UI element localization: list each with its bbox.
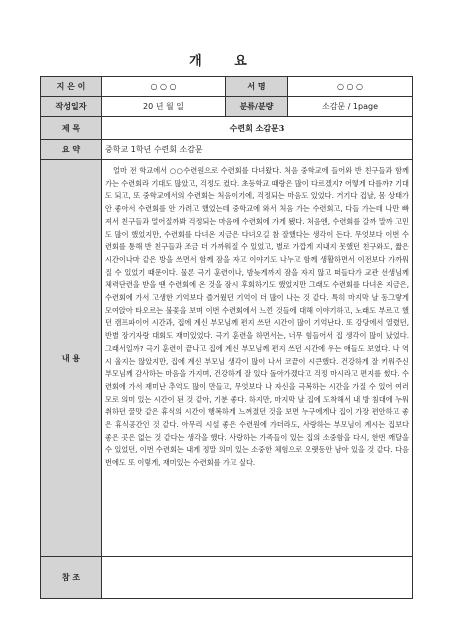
subject-row bbox=[41, 117, 413, 140]
author-label: 지 은 이 bbox=[41, 77, 102, 97]
title-name-label: 서 명 bbox=[226, 77, 288, 97]
date-label: 작성일자 bbox=[41, 97, 102, 117]
author-value: ○ ○ ○ bbox=[102, 77, 226, 97]
category-value: 소감문 / 1page bbox=[288, 97, 413, 117]
summary-row bbox=[41, 140, 413, 160]
summary-form-table bbox=[40, 76, 413, 599]
date-row bbox=[41, 97, 413, 117]
content-row bbox=[41, 160, 413, 557]
subject-value: 수련회 소감문3 bbox=[102, 117, 413, 140]
subject-label: 제 목 bbox=[41, 117, 102, 140]
reference-value bbox=[102, 557, 413, 599]
content-cell bbox=[102, 160, 413, 557]
reference-row bbox=[41, 557, 413, 599]
summary-value: 중학교 1학년 수련회 소감문 bbox=[102, 140, 413, 160]
date-value: 20 년 월 일 bbox=[102, 97, 226, 117]
content-text: 얼마 전 학교에서 ○○수련원으로 수련회를 다녀왔다. 처음 중학교에 들어와 반 친구들과 함께 가는 수련회라 기대도 많았고, 걱정도 컸다. 초등학교 때랑은 많이 다르겠지? 어떻게 다를까? 기대도 되고, 또 중학교에서의 수련회는 처음이기에, 걱정되는 마음도 있었다. 거기다 겁날, 몸 상태가 안 좋아서 수련회를 안 가려고 했었는데 중학교에 와서 처음 가는 수련회고, 다들 가는데 나만 빠져서 친구들과 멀어질까봐 걱정되는 마음에 수련회에 가게 됐다. 처음엔, 수련회를 갈까 말까 고민도 많이 했었지만, 수련회를 다녀온 지금은 다녀오길 참 잘했다는 생각이 든다. 무엇보다 이번 수련회를 통해 반 친구들과 조금 더 가까워질 수 있었고, 별로 가깝게 지내지 못했던 친구와도, 짧은 시간이나마 같은 방을 쓰면서 함께 잠을 자고 이야기도 나누고 함께 생활하면서 이전보다 가까워질 수 있었기 때문이다. 물론 극기 훈련이나, 밤늦게까지 잠을 자지 않고 떠들다가 교관 선생님께 체력단련을 받을 땐 수련회에 온 것을 잠시 후회하기도 했었지만 그래도 수련회를 다녀온 지금은, 수련회에 가서 고생한 기억보다 즐거웠던 기억이 더 많이 나는 것 같다. 특히 마지막 날 동그랗게 모여앉아 타오르는 불꽃을 보며 이번 수련회에서 느낀 것들에 대해 이야기하고, 노래도 부르고 했던 캠프파이어 시간과, 집에 계신 부모님께 편지 쓰던 시간이 많이 기억난다. 또 강당에서 열렸던, 반별 장기자랑 대회도 재미있었다. 극기 훈련을 하면서는, 너무 힘들어서 집 생각이 많이 났었다. 그래서일까? 극기 훈련이 끝나고 집에 계신 부모님께 편지 쓰던 시간에 우는 애들도 보였다. 나 역시 울지는 않았지만, 집에 계신 부모님 생각이 많이 나서 코끝이 시큰했다. 건강하게 잘 키워주신 부모님께 감사하는 마음을 가지며, 건강하게 잘 있다 돌아가겠다고 걱정 마시라고 편지를 썼다. 수련회에 가서 재미난 추억도 많이 만들고, 무엇보다 나 자신을 극복하는 시간을 가질 수 있어 여러모로 의미 있는 시간이 된 것 같아, 기분 좋다. 하지만, 마지막 날 집에 도착해서 내 방 침대에 누워 취하던 꿀맛 같은 휴식의 시간이 행복하게 느껴졌던 것을 보면 누구에게나 집이 가장 편안하고 좋은 휴식공간인 것 같다. 아무리 시설 좋은 수련원에 가더라도, 사랑하는 부모님이 계시는 집보다 좋은 곳은 없는 것 같다는 생각을 했다. 사랑하는 가족들이 있는 집의 소중함을 다시, 한번 깨달을 수 있었던, 이번 수련회는 내게 정말 의미 있는 소중한 체험으로 오랫동안 남아 있을 것 같다. 다음 번에도 또 이렇게, 재미있는 수련회를 가고 싶다. bbox=[105, 166, 409, 468]
author-row bbox=[41, 77, 413, 97]
document-title: 개 요 bbox=[189, 54, 261, 69]
summary-label: 요 약 bbox=[41, 140, 102, 160]
title-name-value: ○ ○ ○ bbox=[288, 77, 413, 97]
reference-label: 참 조 bbox=[41, 557, 102, 599]
content-label: 내 용 bbox=[41, 160, 102, 557]
category-label: 분류/분량 bbox=[226, 97, 288, 117]
